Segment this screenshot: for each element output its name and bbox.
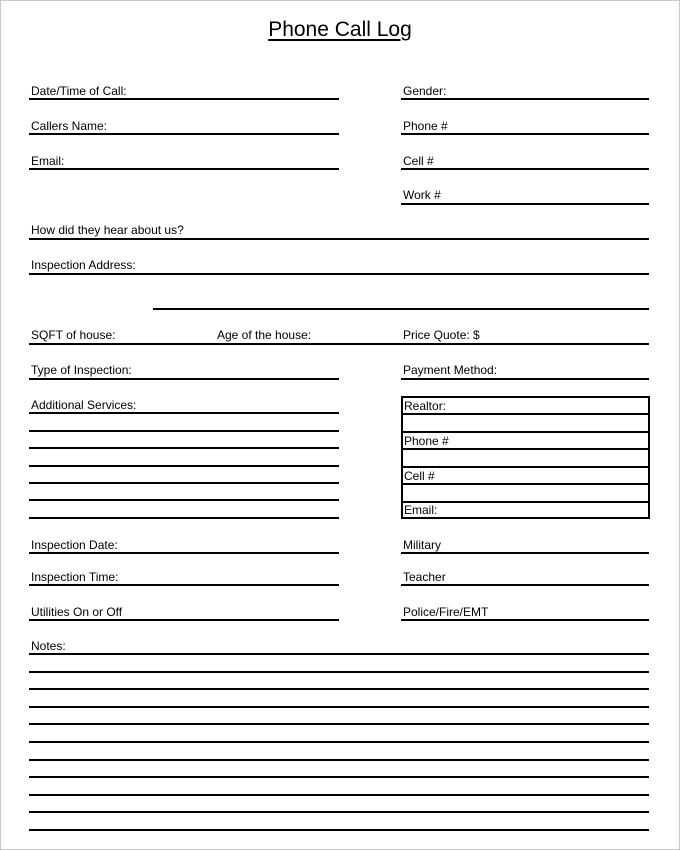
realtor-cell-label: Cell # <box>404 469 435 483</box>
inspection-date-label: Inspection Date: <box>31 538 118 552</box>
utilities-field[interactable] <box>29 619 339 621</box>
date-time-label: Date/Time of Call: <box>31 84 127 98</box>
type-inspection-label: Type of Inspection: <box>31 363 132 377</box>
work-field[interactable] <box>401 203 649 205</box>
inspection-time-field[interactable] <box>29 584 339 586</box>
additional-services-line[interactable] <box>29 482 339 484</box>
email-label: Email: <box>31 154 65 168</box>
notes-line[interactable] <box>29 776 649 778</box>
notes-line[interactable] <box>29 723 649 725</box>
work-label: Work # <box>403 188 441 202</box>
inspection-time-label: Inspection Time: <box>31 570 119 584</box>
phone-field[interactable] <box>401 133 649 135</box>
divider <box>403 466 648 468</box>
callers-name-field[interactable] <box>29 133 339 135</box>
gender-field[interactable] <box>401 98 649 100</box>
realtor-email-label: Email: <box>404 503 438 517</box>
military-label: Military <box>403 538 441 552</box>
realtor-label: Realtor: <box>404 399 447 413</box>
cell-field[interactable] <box>401 168 649 170</box>
house-details-field[interactable] <box>29 343 649 345</box>
hear-about-label: How did they hear about us? <box>31 223 184 237</box>
additional-services-line[interactable] <box>29 447 339 449</box>
additional-services-line[interactable] <box>29 517 339 519</box>
notes-label: Notes: <box>31 639 66 653</box>
notes-line[interactable] <box>29 688 649 690</box>
payment-method-field[interactable] <box>401 378 649 380</box>
phone-label: Phone # <box>403 119 448 133</box>
divider <box>403 483 648 485</box>
teacher-label: Teacher <box>403 570 446 584</box>
additional-services-line[interactable] <box>29 430 339 432</box>
teacher-field[interactable] <box>401 584 649 586</box>
notes-line[interactable] <box>29 741 649 743</box>
notes-line[interactable] <box>29 671 649 673</box>
callers-name-label: Callers Name: <box>31 119 108 133</box>
inspection-address-field[interactable] <box>29 273 649 275</box>
divider <box>403 413 648 415</box>
military-field[interactable] <box>401 552 649 554</box>
price-quote-label: Price Quote: $ <box>403 328 480 342</box>
realtor-box <box>401 396 650 519</box>
notes-line[interactable] <box>29 706 649 708</box>
additional-services-label: Additional Services: <box>31 398 137 412</box>
additional-services-line[interactable] <box>29 465 339 467</box>
notes-line[interactable] <box>29 653 649 655</box>
police-field[interactable] <box>401 619 649 621</box>
utilities-label: Utilities On or Off <box>31 605 123 619</box>
additional-services-line[interactable] <box>29 412 339 414</box>
inspection-date-field[interactable] <box>29 552 339 554</box>
title-text: Phone Call Log <box>268 18 412 41</box>
inspection-address-field-2[interactable] <box>153 308 649 310</box>
gender-label: Gender: <box>403 84 447 98</box>
cell-label: Cell # <box>403 154 434 168</box>
notes-line[interactable] <box>29 759 649 761</box>
page-title <box>1 18 679 42</box>
notes-line[interactable] <box>29 794 649 796</box>
additional-services-line[interactable] <box>29 499 339 501</box>
date-time-field[interactable] <box>29 98 339 100</box>
notes-line[interactable] <box>29 829 649 831</box>
police-label: Police/Fire/EMT <box>403 605 489 619</box>
inspection-address-label: Inspection Address: <box>31 258 136 272</box>
divider <box>403 501 648 503</box>
realtor-phone-label: Phone # <box>404 434 449 448</box>
divider <box>403 448 648 450</box>
divider <box>403 431 648 433</box>
type-inspection-field[interactable] <box>29 378 339 380</box>
email-field[interactable] <box>29 168 339 170</box>
hear-about-field[interactable] <box>29 238 649 240</box>
age-label: Age of the house: <box>217 328 312 342</box>
sqft-label: SQFT of house: <box>31 328 116 342</box>
payment-method-label: Payment Method: <box>403 363 498 377</box>
notes-line[interactable] <box>29 811 649 813</box>
